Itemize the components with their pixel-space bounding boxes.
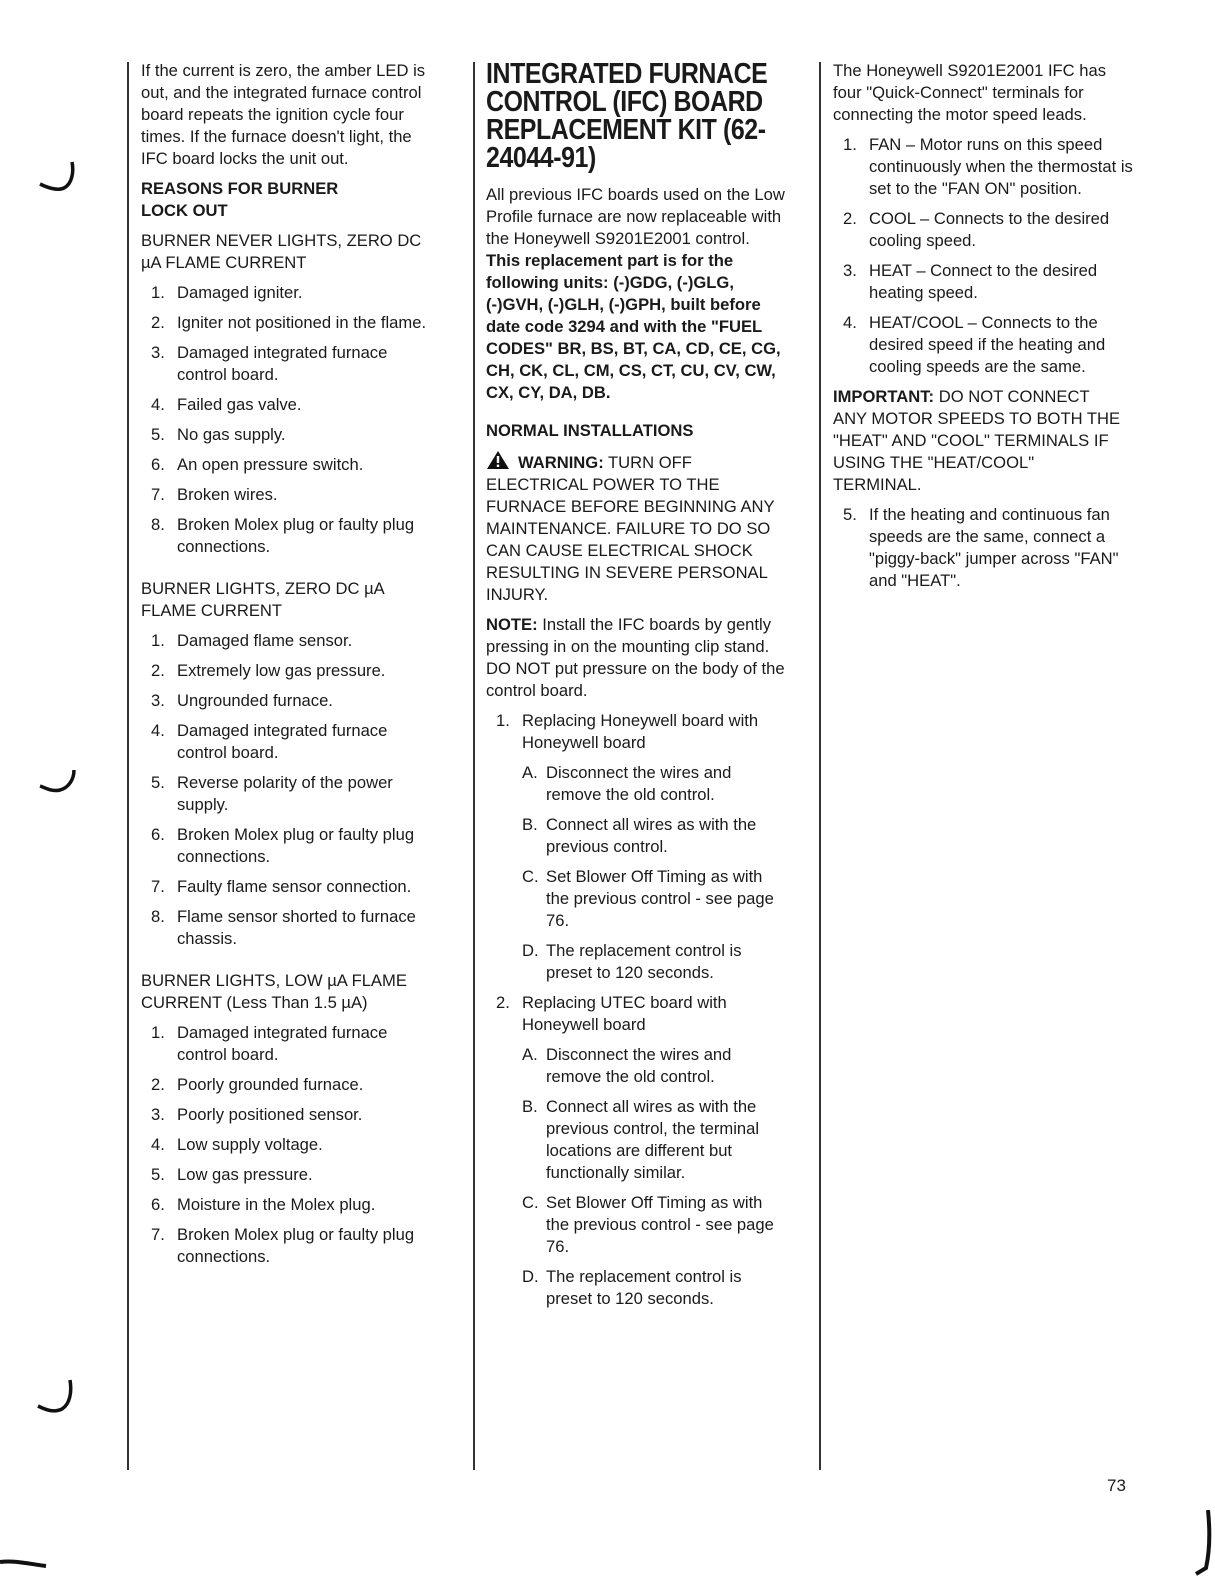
list-item: 4. Failed gas valve. bbox=[151, 395, 302, 414]
list-item: 3. HEAT – Connect to the desired heating speed. bbox=[843, 261, 1098, 302]
substeps-list bbox=[522, 1044, 786, 1310]
list-item: 1. FAN – Motor runs on this speed continuously when the thermostat is set to the "FAN ON" position. bbox=[843, 135, 1133, 198]
col1-intro: If the current is zero, the amber LED is out, and the integrated furnace control board repeats the ignition cycle four times. If the furnace doesn't light, the IFC board locks the unit out. bbox=[141, 61, 426, 168]
substep-item: C. Set Blower Off Timing as with the previous control - see page 76. bbox=[522, 867, 774, 930]
column-3 bbox=[833, 60, 1133, 600]
step-item: 1. Replacing Honeywell board with Honeywell board A. Disconnect the wires and remove the old control. B. Connect all wires as with the previous control. C. Set Blower Off Timing as with the previous control - see page 76. D. The replacement control is preset to 120 seconds. bbox=[486, 710, 786, 984]
group2-title: BURNER LIGHTS, ZERO DC µA FLAME CURRENT bbox=[141, 579, 384, 620]
list-item: 8. Broken Molex plug or faulty plug connections. bbox=[151, 515, 415, 556]
list-item: 1. Damaged integrated furnace control board. bbox=[151, 1023, 388, 1064]
list-item: 5. Low gas pressure. bbox=[151, 1165, 313, 1184]
note-label: NOTE: bbox=[486, 615, 538, 634]
note-paragraph bbox=[486, 614, 786, 702]
substeps-list bbox=[522, 762, 786, 984]
list-item: 3. Ungrounded furnace. bbox=[151, 691, 333, 710]
steps-list bbox=[486, 710, 786, 1310]
col3-intro: The Honeywell S9201E2001 IFC has four "Quick-Connect" terminals for connecting the motor speed leads. bbox=[833, 61, 1107, 124]
step-item: 2. Replacing UTEC board with Honeywell board A. Disconnect the wires and remove the old control. B. Connect all wires as with the previous control, the terminal locations are different but functionally similar. C. Set Blower Off Timing as with the previous control - see page 76. D. The replacement control is preset to 120 seconds. bbox=[486, 992, 786, 1310]
group1-title: BURNER NEVER LIGHTS, ZERO DC µA FLAME CURRENT bbox=[141, 231, 422, 272]
list-item: 7. Faulty flame sensor connection. bbox=[151, 877, 412, 896]
binder-mark-1 bbox=[34, 158, 80, 194]
list-item: 5. Reverse polarity of the power supply. bbox=[151, 773, 393, 814]
binder-mark-2 bbox=[34, 766, 80, 798]
list-item: 1. Damaged igniter. bbox=[151, 283, 303, 302]
binder-mark-3 bbox=[32, 1376, 78, 1416]
group1-list bbox=[141, 282, 441, 558]
group3-list bbox=[141, 1022, 441, 1268]
substep-item: A. Disconnect the wires and remove the old control. bbox=[522, 763, 732, 804]
group3-title: BURNER LIGHTS, LOW µA FLAME CURRENT (Less Than 1.5 µA) bbox=[141, 971, 407, 1012]
list-item: 5. If the heating and continuous fan speeds are the same, connect a "piggy-back" jumper across "FAN" and "HEAT". bbox=[843, 505, 1119, 590]
warning-icon bbox=[486, 450, 510, 470]
intro-plain: All previous IFC boards used on the Low Profile furnace are now replaceable with the Honeywell S9201E2001 control. bbox=[486, 185, 785, 248]
warning-paragraph bbox=[486, 450, 786, 606]
list-item: 2. COOL – Connects to the desired cooling speed. bbox=[843, 209, 1110, 250]
substep-item: B. Connect all wires as with the previous control, the terminal locations are different but functionally similar. bbox=[522, 1097, 760, 1182]
substep-item: B. Connect all wires as with the previous control. bbox=[522, 815, 757, 856]
list-item: 3. Poorly positioned sensor. bbox=[151, 1105, 363, 1124]
group2-list bbox=[141, 630, 441, 950]
list-item: 1. Damaged flame sensor. bbox=[151, 631, 353, 650]
list-item: 4. HEAT/COOL – Connects to the desired speed if the heating and cooling speeds are the same. bbox=[843, 313, 1106, 376]
list-item: 2. Igniter not positioned in the flame. bbox=[151, 313, 427, 332]
list-item: 7. Broken wires. bbox=[151, 485, 278, 504]
important-paragraph bbox=[833, 386, 1123, 496]
substep-item: D. The replacement control is preset to 120 seconds. bbox=[522, 1267, 742, 1308]
list-item: 7. Broken Molex plug or faulty plug connections. bbox=[151, 1225, 415, 1266]
list-item: 8. Flame sensor shorted to furnace chassis. bbox=[151, 907, 416, 948]
corner-mark-bottom-right bbox=[1186, 1510, 1215, 1577]
terminals-list bbox=[833, 134, 1133, 378]
substep-item: A. Disconnect the wires and remove the old control. bbox=[522, 1045, 732, 1086]
warning-label: WARNING: bbox=[518, 453, 604, 472]
column-1 bbox=[141, 60, 441, 1276]
corner-mark-bottom-left bbox=[0, 1556, 50, 1570]
page-number: 73 bbox=[1107, 1476, 1126, 1495]
column-2 bbox=[486, 60, 786, 1318]
list-item: 4. Low supply voltage. bbox=[151, 1135, 323, 1154]
substep-item: D. The replacement control is preset to 120 seconds. bbox=[522, 941, 742, 982]
column-rule-right bbox=[819, 62, 821, 1470]
warning-text: TURN OFF ELECTRICAL POWER TO THE FURNACE BEFORE BEGINNING ANY MAINTENANCE. FAILURE TO DO SO CAN CAUSE ELECTRICAL SHOCK RESULTING IN SEVERE PERSONAL INJURY. bbox=[486, 453, 775, 604]
column-rule-middle bbox=[473, 62, 475, 1470]
list-item: 2. Poorly grounded furnace. bbox=[151, 1075, 364, 1094]
section-title: INTEGRATED FURNACE CONTROL (IFC) BOARD REPLACEMENT KIT (62-24044-91) bbox=[486, 58, 768, 174]
terminals-list-2 bbox=[833, 504, 1133, 592]
list-item: 5. No gas supply. bbox=[151, 425, 286, 444]
intro-bold: This replacement part is for the following units: (-)GDG, (-)GLG, (-)GVH, (-)GLH, (-)GPH, built before date code 3294 and with the "FUEL CODES" BR, BS, BT, CA, CD, CE, CG, CH, CK, CL, CM, CS, CT, CU, CV, CW, CX, CY, DA, DB. bbox=[486, 251, 781, 402]
list-item: 6. An open pressure switch. bbox=[151, 455, 364, 474]
list-item: 6. Broken Molex plug or faulty plug connections. bbox=[151, 825, 415, 866]
list-item: 4. Damaged integrated furnace control board. bbox=[151, 721, 388, 762]
col2-intro bbox=[486, 184, 786, 404]
list-item: 3. Damaged integrated furnace control board. bbox=[151, 343, 388, 384]
important-label: IMPORTANT: bbox=[833, 387, 935, 406]
substep-item: C. Set Blower Off Timing as with the previous control - see page 76. bbox=[522, 1193, 774, 1256]
normal-installations-heading: NORMAL INSTALLATIONS bbox=[486, 421, 694, 440]
note-text: Install the IFC boards by gently pressing in on the mounting clip stand. DO NOT put pressure on the body of the control board. bbox=[486, 615, 785, 700]
list-item: 6. Moisture in the Molex plug. bbox=[151, 1195, 376, 1214]
col1-heading: REASONS FOR BURNER LOCK OUT bbox=[141, 179, 339, 220]
list-item: 2. Extremely low gas pressure. bbox=[151, 661, 386, 680]
important-text: DO NOT CONNECT ANY MOTOR SPEEDS TO BOTH THE "HEAT" AND "COOL" TERMINALS IF USING THE "HEAT/COOL" TERMINAL. bbox=[833, 387, 1121, 494]
column-rule-left bbox=[127, 62, 129, 1470]
